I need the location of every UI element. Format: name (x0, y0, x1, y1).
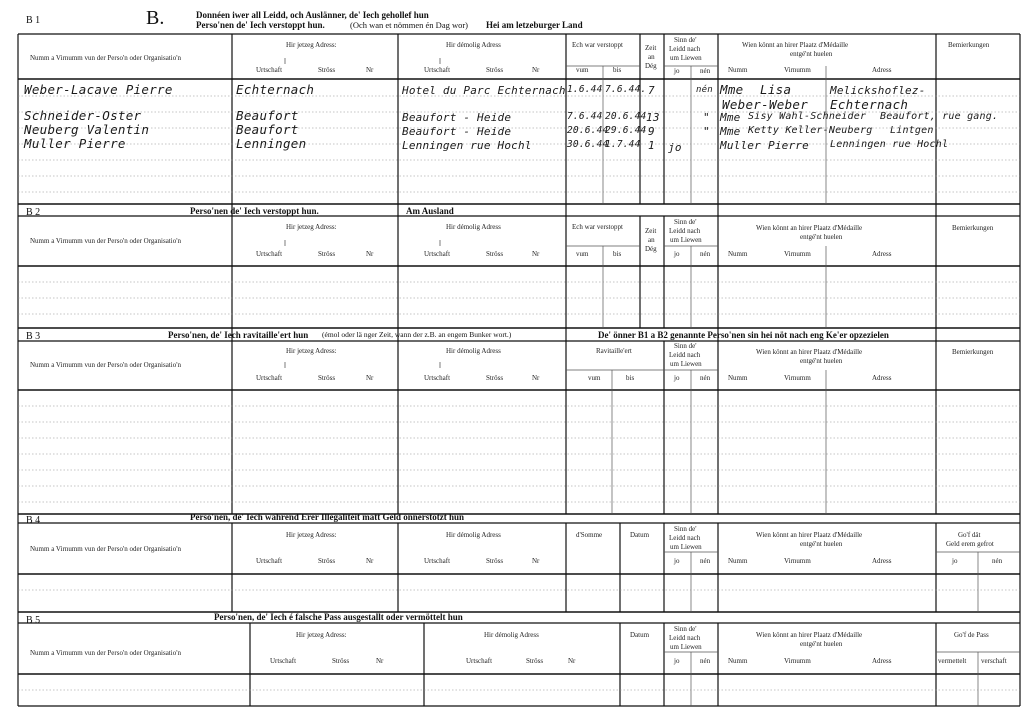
b4-header-nen-2: nén (992, 557, 1003, 565)
section-b1-code: B 1 (26, 15, 41, 26)
b1-row4-days: 9 (648, 125, 655, 138)
b1-row3-old-addr: Beaufort - Heide (402, 111, 512, 124)
b2-header-leidd: Leidd nach (669, 227, 701, 235)
b4-header-stross: Ströss (318, 557, 336, 565)
b5-header-entgent: entgé'nt huelen (800, 640, 843, 648)
header-liewen: um Liewen (670, 54, 702, 62)
b1-row5-vname: Pierre (768, 139, 809, 152)
b1-row1-vname: Lisa (760, 82, 792, 97)
b4-header-liewen: um Liewen (670, 543, 702, 551)
b2-header-nr-2: Nr (532, 250, 540, 258)
b1-row1-from: 1.6.44 (567, 84, 603, 95)
b3-header-adress: Adress (872, 374, 892, 382)
b3-header-sinn: Sinn de' (674, 342, 697, 350)
b3-header-wien: Wien könnt an hirer Plaatz d'Médaille (756, 348, 863, 356)
b5-header-gofpass: Go'f de Pass (954, 631, 989, 639)
b1-row3-addr: Beaufort, rue gang. (880, 111, 999, 122)
b3-header-urtschaft: Urtschaft (256, 374, 283, 382)
b4-header-jo: jo (674, 557, 680, 565)
header-entgent: entgé'nt huelen (790, 50, 833, 58)
b2-header-bemierkungen: Bemierkungen (952, 224, 994, 232)
b4-header-numm-s: Numm (728, 557, 748, 565)
b3-header-demolig: Hir démolig Adress (446, 347, 501, 355)
b2-header-zeit: Zeit (645, 227, 657, 235)
b5-header-vermettelt: vermettelt (938, 657, 967, 665)
b1-row5-alive: jo (668, 141, 682, 154)
b1-row3-days: 13 (646, 111, 660, 124)
b3-header-entgent: entgé'nt huelen (800, 357, 843, 365)
header-urtschaft-2: Urtschaft (424, 66, 451, 74)
b4-header-gof-2: Geld erem gefrot (946, 540, 994, 548)
b2-header-liewen: um Liewen (670, 236, 702, 244)
b2-header-vum: vum (576, 250, 589, 258)
section-b3-title-small: (émol oder lä nger Zeit, wann der z.B. an engem Bunker wort.) (322, 330, 512, 339)
b4-header-somme: d'Somme (576, 531, 603, 539)
b3-header-stross-2: Ströss (486, 374, 504, 382)
b1-row2-vname: Weber-Weber (722, 97, 809, 112)
b4-header-jetzeg: Hir jetzeg Adress: (286, 531, 337, 539)
b1-row5-ort: Lenningen (236, 136, 307, 151)
b5-header-numm: Numm a Virnumm vun der Perso'n oder Organisatio'n (30, 649, 181, 657)
b1-row1-ort: Echternach (236, 82, 315, 97)
b3-header-jetzeg: Hir jetzeg Adress: (286, 347, 337, 355)
b4-header-demolig: Hir démolig Adress (446, 531, 501, 539)
b1-row3-name: Schneider-Oster (24, 108, 142, 123)
b4-header-nr-2: Nr (532, 557, 540, 565)
section-b1-title-4: Hei am letzeburger Land (486, 20, 583, 30)
section-b5-code: B 5 (26, 615, 41, 626)
section-b3-code: B 3 (26, 331, 41, 342)
form-letter: B. (146, 7, 165, 29)
b2-header-sinn: Sinn de' (674, 218, 697, 226)
section-b2-code: B 2 (26, 207, 41, 218)
b5-header-liewen: um Liewen (670, 643, 702, 651)
b1-row4-addr: Lintgen (890, 125, 934, 136)
b3-header-stross: Ströss (318, 374, 336, 382)
header-wien: Wien könnt an hirer Plaatz d'Médaille (742, 41, 849, 49)
b2-header-urtschaft: Urtschaft (256, 250, 283, 258)
b2-header-an: an (648, 236, 655, 244)
b3-header-nr: Nr (366, 374, 374, 382)
b5-header-stross-2: Ströss (526, 657, 544, 665)
b4-header-nen: nén (700, 557, 711, 565)
header-zeit: Zeit (645, 44, 657, 52)
header-adress: Adress (872, 66, 892, 74)
header-verstoppt: Ech war verstoppt (572, 41, 623, 49)
header-sinn: Sinn de' (674, 36, 697, 44)
header-deg: Dég (645, 62, 657, 70)
b3-header-numm: Numm a Virnumm vun der Perso'n oder Organisatio'n (30, 361, 181, 369)
b3-header-leidd: Leidd nach (669, 351, 701, 359)
header-virnumm: Virnumm (784, 66, 811, 74)
b4-header-leidd: Leidd nach (669, 534, 701, 542)
b1-row4-old-addr: Beaufort - Heide (402, 125, 512, 138)
b1-row5-to: 1.7.44 (605, 139, 641, 150)
b1-row4-title: Mme (720, 125, 741, 138)
b4-header-stross-2: Ströss (486, 557, 504, 565)
b4-header-adress: Adress (872, 557, 892, 565)
b2-header-adress: Adress (872, 250, 892, 258)
b1-row1-title: Mme (720, 82, 744, 97)
section-b3-title-b: De' önner B1 a B2 genannte Perso'nen sin hei nöt nach eng Ke'er opzezielen (598, 330, 889, 340)
b1-row1-to: 7.6.44. (605, 84, 647, 95)
b5-header-nr: Nr (376, 657, 384, 665)
b5-header-urtschaft-2: Urtschaft (466, 657, 493, 665)
b3-header-bemierkungen: Bemierkungen (952, 348, 994, 356)
b2-header-jetzeg: Hir jetzeg Adress: (286, 223, 337, 231)
header-nen: nén (700, 67, 711, 75)
b4-header-datum: Datum (630, 531, 650, 539)
b4-header-entgent: entgé'nt huelen (800, 540, 843, 548)
header-nr-2: Nr (532, 66, 540, 74)
b5-header-adress: Adress (872, 657, 892, 665)
b5-header-demolig: Hir démolig Adress (484, 631, 539, 639)
b1-row4-from: 20.6.44 (567, 125, 609, 136)
b2-header-bis: bis (613, 250, 622, 258)
header-bemierkungen: Bemierkungen (948, 41, 990, 49)
b1-row1-name: Weber-Lacave Pierre (24, 82, 173, 97)
b5-header-nen: nén (700, 657, 711, 665)
b3-header-ravitailleert: Ravitaille'ert (596, 347, 632, 355)
b3-header-nr-2: Nr (532, 374, 540, 382)
b2-header-entgent: entgé'nt huelen (800, 233, 843, 241)
b5-header-numm-s: Numm (728, 657, 748, 665)
b2-header-nr: Nr (366, 250, 374, 258)
b4-header-wien: Wien könnt an hirer Plaatz d'Médaille (756, 531, 863, 539)
b1-row4-to: 29.6.44 (605, 125, 647, 136)
b1-row4-vname: Ketty Keller-Neuberg (748, 125, 873, 136)
section-b2-title-b: Am Ausland (406, 206, 454, 216)
header-demolig: Hir démolig Adress (446, 41, 501, 49)
header-an: an (648, 53, 655, 61)
b5-header-virnumm: Virnumm (784, 657, 811, 665)
b2-header-stross: Ströss (318, 250, 336, 258)
section-b1-title-3: (Och wan et nömmen én Dag wor) (350, 20, 469, 30)
b1-row4-dead: " (703, 125, 710, 138)
section-b5-title: Perso'nen, de' Iech é falsche Pass ausgestallt oder vermöttelt hun (214, 612, 463, 622)
b1-row3-vname: Sisy Wahl-Schneider (748, 111, 867, 122)
b3-header-jo: jo (674, 374, 680, 382)
b4-header-numm: Numm a Virnumm vun der Perso'n oder Organisatio'n (30, 545, 181, 553)
b3-header-vum: vum (588, 374, 601, 382)
b2-header-deg: Dég (645, 245, 657, 253)
b3-header-urtschaft-2: Urtschaft (424, 374, 451, 382)
b2-header-stross-2: Ströss (486, 250, 504, 258)
b1-row1-days: 7 (648, 84, 655, 97)
b3-header-nen: nén (700, 374, 711, 382)
b3-header-virnumm: Virnumm (784, 374, 811, 382)
b1-row5-days: 1 (648, 139, 655, 152)
b2-header-wien: Wien könnt an hirer Plaatz d'Médaille (756, 224, 863, 232)
b1-row3-title: Mme (720, 111, 741, 124)
b5-header-urtschaft: Urtschaft (270, 657, 297, 665)
b1-row1-old-addr: Hotel du Parc Echternach (402, 84, 566, 97)
b1-row4-name: Neuberg Valentin (24, 122, 150, 137)
b5-header-nr-2: Nr (568, 657, 576, 665)
header-numm-s: Numm (728, 66, 748, 74)
b1-row3-from: 7.6.44 (567, 111, 603, 122)
b5-header-stross: Ströss (332, 657, 350, 665)
b4-header-urtschaft: Urtschaft (256, 557, 283, 565)
header-leidd: Leidd nach (669, 45, 701, 53)
b1-row5-old-addr: Lenningen rue Hochl (402, 139, 532, 152)
b1-row5-title: Muller (720, 139, 761, 152)
b4-header-gof: Go'f dät (958, 531, 981, 539)
b1-row3-to: 20.6.44 (605, 111, 647, 122)
section-b1-title-1: Donnéen iwer all Leidd, och Auslänner, de' Iech gehollef hun (196, 10, 429, 20)
b1-row5-from: 30.6.44 (567, 139, 609, 150)
b1-row1-addr: Melickshoflez- (830, 84, 926, 97)
b2-header-verstoppt: Ech war verstoppt (572, 223, 623, 231)
b4-header-jo-2: jo (952, 557, 958, 565)
header-vum: vum (576, 66, 589, 74)
b5-header-jo: jo (674, 657, 680, 665)
b2-header-nen: nén (700, 250, 711, 258)
header-jo: jo (674, 67, 680, 75)
b2-header-numm: Numm a Virnumm vun der Perso'n oder Organisatio'n (30, 237, 181, 245)
b2-header-urtschaft-2: Urtschaft (424, 250, 451, 258)
b1-row2-addr: Echternach (830, 97, 909, 112)
b4-header-urtschaft-2: Urtschaft (424, 557, 451, 565)
header-stross: Ströss (318, 66, 336, 74)
b2-header-demolig: Hir démolig Adress (446, 223, 501, 231)
b4-header-sinn: Sinn de' (674, 525, 697, 533)
header-stross-2: Ströss (486, 66, 504, 74)
b4-header-nr: Nr (366, 557, 374, 565)
b3-header-bis: bis (626, 374, 635, 382)
header-urtschaft: Urtschaft (256, 66, 283, 74)
b1-row5-addr: Lenningen rue Hochl (830, 139, 949, 150)
b1-row1-dead: nén (696, 85, 713, 95)
section-b3-title: Perso'nen, de' Iech ravitaille'ert hun (168, 330, 309, 340)
section-b1-title-2: Perso'nen de' Iech verstoppt hun. (196, 20, 325, 30)
b3-header-numm-s: Numm (728, 374, 748, 382)
header-jetzeg: Hir jetzeg Adress: (286, 41, 337, 49)
b1-row5-name: Muller Pierre (24, 136, 126, 151)
b4-header-virnumm: Virnumm (784, 557, 811, 565)
b1-row3-ort: Beaufort (236, 108, 299, 123)
b1-row4-ort: Beaufort (236, 122, 299, 137)
section-b2-title: Perso'nen de' Iech verstoppt hun. (190, 206, 319, 216)
b5-header-wien: Wien könnt an hirer Plaatz d'Médaille (756, 631, 863, 639)
section-b4-title: Perso'nen, de' Iech während Erer Illegalitéit matt Geld önnerstötzt hun (190, 512, 464, 522)
b5-header-verschaft: verschaft (981, 657, 1007, 665)
header-numm: Numm a Virnumm vun der Perso'n oder Organisatio'n (30, 54, 181, 62)
b2-header-virnumm: Virnumm (784, 250, 811, 258)
b5-header-sinn: Sinn de' (674, 625, 697, 633)
b2-header-numm-s: Numm (728, 250, 748, 258)
b5-header-jetzeg: Hir jetzeg Adress: (296, 631, 347, 639)
header-bis: bis (613, 66, 622, 74)
section-b4-code: B 4 (26, 515, 41, 526)
b3-header-liewen: um Liewen (670, 360, 702, 368)
b5-header-leidd: Leidd nach (669, 634, 701, 642)
b1-row3-dead: " (703, 111, 710, 124)
header-nr: Nr (366, 66, 374, 74)
b5-header-datum: Datum (630, 631, 650, 639)
b2-header-jo: jo (674, 250, 680, 258)
